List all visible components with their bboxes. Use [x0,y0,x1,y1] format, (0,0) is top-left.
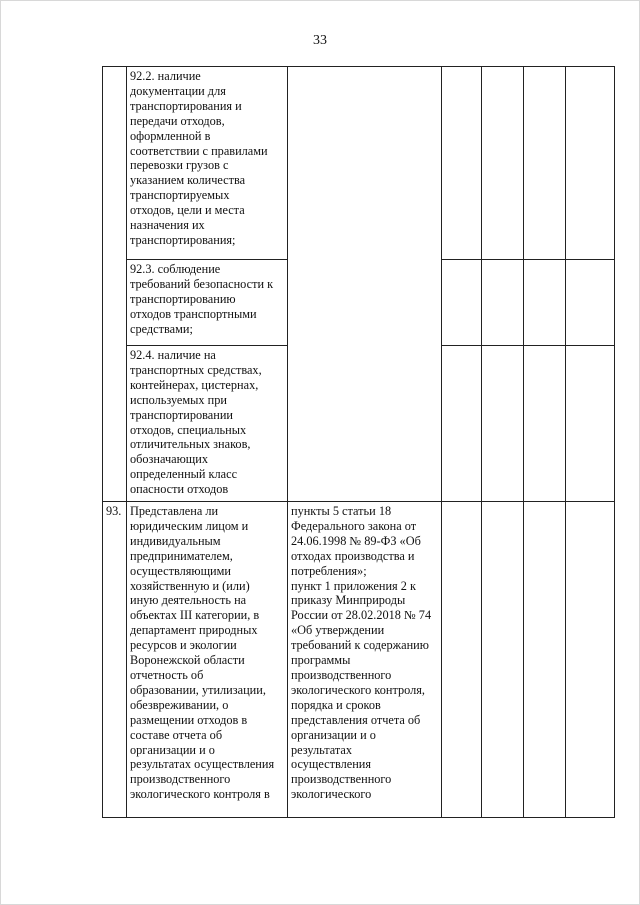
table-row [103,67,615,260]
answer-cell-no[interactable] [482,67,524,260]
legal-reference-cell [288,502,442,818]
inspection-checklist-table [102,66,615,818]
legal-reference-cell [288,67,442,502]
note-cell[interactable] [566,260,615,346]
answer-cell-yes[interactable] [442,260,482,346]
note-cell[interactable] [566,502,615,818]
question-text: 92.4. наличие на транспортных средствах, контейнерах, цистернах, используемых при транспортировании отходов, специальных отличительных знаков, обозначающих определенный класс опасности отходов [130,348,262,497]
legal-reference-text: пункты 5 статьи 18 Федерального закона от 24.06.1998 № 89-ФЗ «Об отходах производства и потребления»; пункт 1 приложения 2 к приказу Минприроды России от 28.02.2018 № 74 «Об утверждении требований к содержанию программы производственного экологического контроля, порядка и сроков представления отчета об организации и о результатах осуществления производственного экологического [291,504,432,802]
row-number-cell [103,67,127,502]
answer-cell-na[interactable] [524,502,566,818]
question-cell [127,346,288,502]
answer-cell-na[interactable] [524,260,566,346]
answer-cell-na[interactable] [524,346,566,502]
table-row [103,502,615,818]
row-number-cell: 93. [103,502,127,818]
question-text: 92.3. соблюдение требований безопасности к транспортированию отходов транспортными средствами; [130,262,274,336]
answer-cell-yes[interactable] [442,67,482,260]
note-cell[interactable] [566,346,615,502]
question-text: 92.2. наличие документации для транспортирования и передачи отходов, оформленной в соответствии с правилами перевозки грузов с указанием количества транспортируемых отходов, цели и места назначения их транспортирования; [130,69,268,247]
answer-cell-no[interactable] [482,502,524,818]
page-number: 33 [313,33,327,48]
answer-cell-yes[interactable] [442,502,482,818]
note-cell[interactable] [566,67,615,260]
question-cell [127,67,288,260]
question-cell [127,260,288,346]
answer-cell-no[interactable] [482,260,524,346]
question-cell [127,502,288,818]
answer-cell-yes[interactable] [442,346,482,502]
answer-cell-no[interactable] [482,346,524,502]
question-text: Представлена ли юридическим лицом и индивидуальным предпринимателем, осуществляющими хозяйственную и (или) иную деятельность на объектах III категории, в департамент природных ресурсов и экологии Воронежской области отчетность об образовании, утилизации, обезвреживании, о размещении отходов в составе отчета об организации и о результатах осуществления производственного экологического контроля в [130,504,275,802]
answer-cell-na[interactable] [524,67,566,260]
